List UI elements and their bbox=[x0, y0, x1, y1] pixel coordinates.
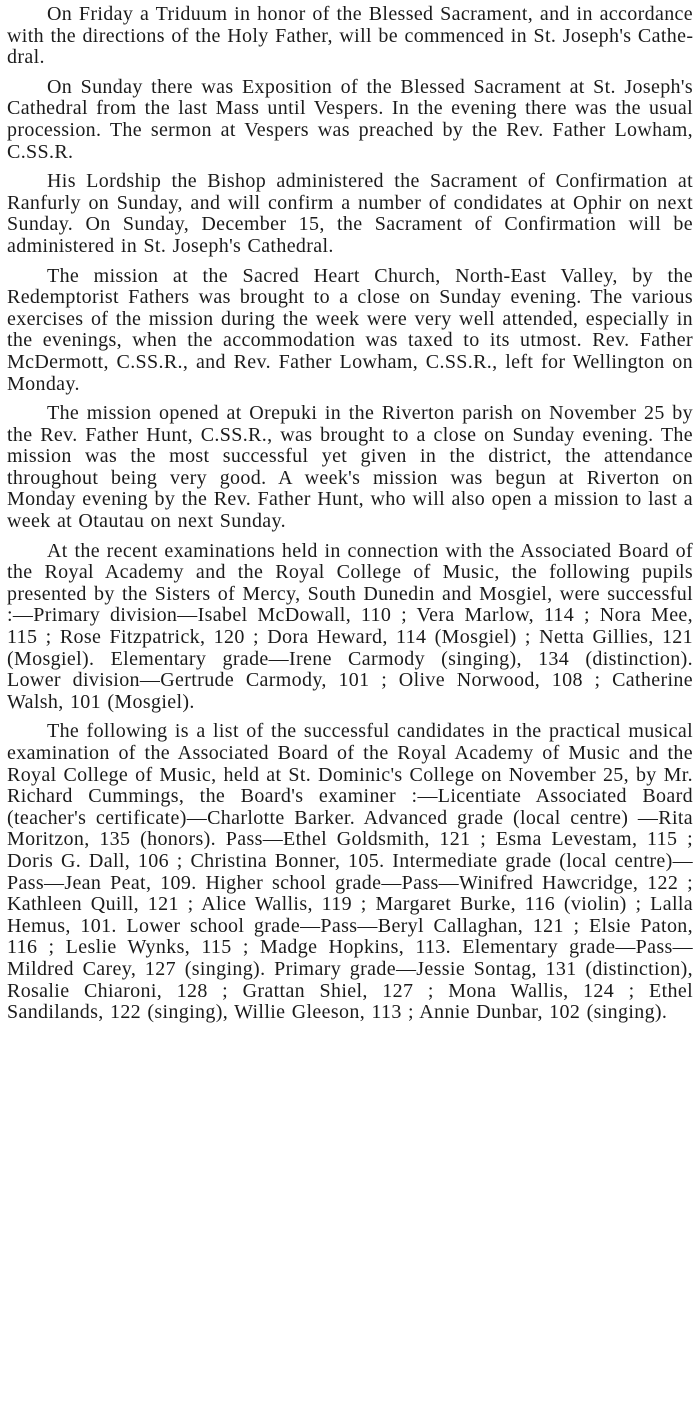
paragraph-mission-orepuki: The mission opened at Orepuki in the Riverton parish on November 25 by the Rev. Father Hunt, C.SS.R., was brought to a close on Sunday evening. The mission was the most successful yet given in the district, the attendance throughout being very good. A week's mission was begun at Riverton on Monday evening by the Rev. Father Hunt, who will also open a mission to last a week at Otautau on next Sunday. bbox=[7, 402, 693, 533]
paragraph-mission-north-east-valley: The mission at the Sacred Heart Church, North-East Valley, by the Redemptorist Fathers was brought to a close on Sunday evening. The various exercises of the mission during the week were very well attended, especially in the evenings, when the accommodation was taxed to its utmost. Rev. Father McDermott, C.SS.R., and Rev. Father Lowham, C.SS.R., left for Wellington on Monday. bbox=[7, 264, 693, 395]
paragraph-exposition: On Sunday there was Exposition of the Blessed Sacrament at St. Joseph's Cathedral from the last Mass until Vespers. In the evening there was the usual procession. The sermon at Vespers was preached by the Rev. Father Lowham, C.SS.R. bbox=[7, 75, 693, 163]
paragraph-triduum: On Friday a Triduum in honor of the Blessed Sacrament, and in accordance with the directions of the Holy Father, will be commenced in St. Joseph's Cathedral. bbox=[7, 3, 693, 69]
paragraph-st-dominics-exams: The following is a list of the successful candidates in the practical musical examination of the Associated Board of the Royal Academy of Music and the Royal College of Music, held at St. Dominic's College on November 25, by Mr. Richard Cummings, the Board's examiner :—Licentiate Associated Board (teacher's certificate)—Charlotte Barker. Advanced grade (local centre) —Rita Moritzon, 135 (honors). Pass—Ethel Goldsmith, 121 ; Esma Levestam, 115 ; Doris G. Dall, 106 ; Christina Bonner, 105. Intermediate grade (local centre)—Pass—Jean Peat, 109. Higher school grade—Pass—Winifred Hawcridge, 122 ; Kathleen Quill, 121 ; Alice Wallis, 119 ; Margaret Burke, 116 (violin) ; Lalla Hemus, 101. Lower school grade—Pass—Beryl Callaghan, 121 ; Elsie Paton, 116 ; Leslie Wynks, 115 ; Madge Hopkins, 113. Elementary grade—Pass—Mildred Carey, 127 (singing). Primary grade—Jessie Sontag, 131 (distinction), Rosalie Chiaroni, 128 ; Grattan Shiel, 127 ; Mona Wallis, 124 ; Ethel Sandilands, 122 (singing), Willie Gleeson, 113 ; Annie Dunbar, 102 (singing). bbox=[7, 720, 693, 1024]
paragraph-sisters-of-mercy-exams: At the recent examinations held in connection with the Associated Board of the Royal Academy and the Royal College of Music, the following pupils presented by the Sisters of Mercy, South Dunedin and Mosgiel, were successful :—Primary division—Isabel McDowall, 110 ; Vera Marlow, 114 ; Nora Mee, 115 ; Rose Fitzpatrick, 120 ; Dora Heward, 114 (Mosgiel) ; Netta Gillies, 121 (Mosgiel). Elementary grade—Irene Carmody (singing), 134 (distinction). Lower division—Gertrude Carmody, 101 ; Olive Norwood, 108 ; Catherine Walsh, 101 (Mosgiel). bbox=[7, 539, 693, 713]
paragraph-confirmation: His Lordship the Bishop administered the Sacrament of Confirmation at Ranfurly on Sunday, and will confirm a number of condidates at Ophir on next Sunday. On Sunday, December 15, the Sacrament of Confirmation will be administered in St. Joseph's Cathedral. bbox=[7, 170, 693, 257]
